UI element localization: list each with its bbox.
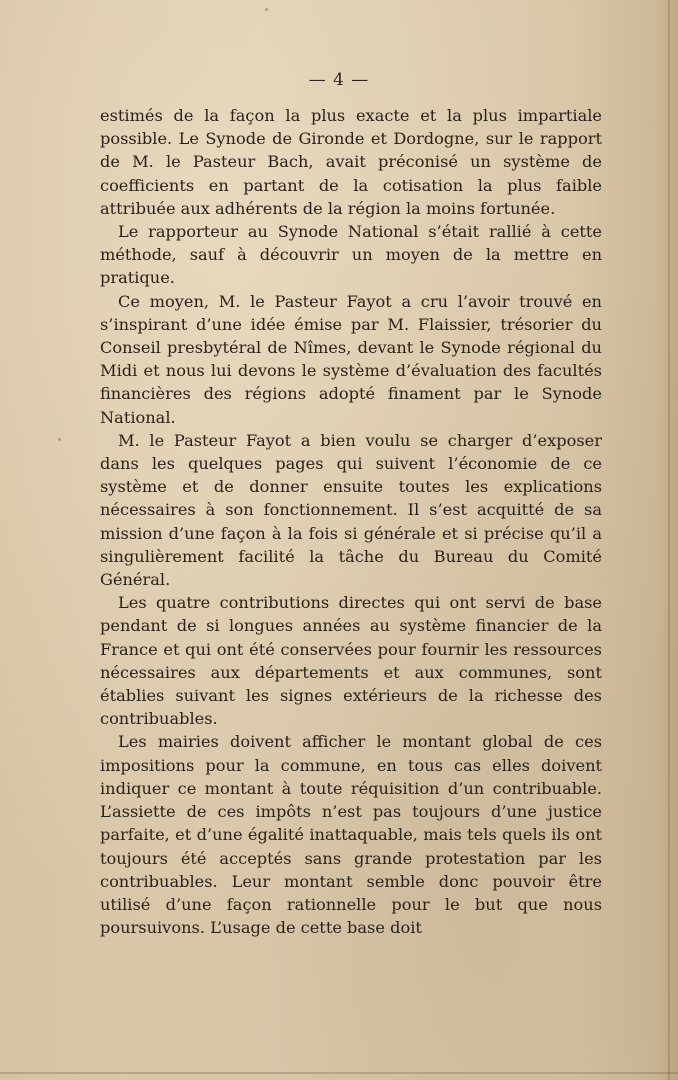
paragraph-2: Le rapporteur au Synode National s’était rallié à cette méthode, sauf à découvrir un moyen de la mettre en pratique.	[100, 222, 602, 288]
paper-speck	[265, 8, 268, 11]
page-edge	[668, 0, 670, 1080]
body-text	[100, 104, 602, 939]
paragraph-1: estimés de la façon la plus exacte et la plus impartiale possible. Le Synode de Gironde et Dordogne, sur le rapport de M. le Pasteur Bach, avait préconisé un système de coefficients en partant de la cotisation la plus faible attribuée aux adhérents de la région la moins fortunée.	[100, 106, 602, 218]
paper-speck	[58, 438, 61, 441]
paragraph-6: Les mairies doivent afficher le montant global de ces impositions pour la commune, en tous cas elles doivent indiquer ce montant à toute réquisition d’un contribuable. L’assiette de ces impôts n’est pas toujours d’une justice parfaite, et d’une égalité inattaquable, mais tels quels ils ont toujours été acceptés sans grande protestation par les contribuables. Leur montant semble donc pouvoir être utilisé d’une façon rationnelle pour le but que nous poursuivons. L’usage de cette base doit	[100, 732, 602, 938]
page-number: — 4 —	[308, 70, 370, 90]
paragraph-4: M. le Pasteur Fayot a bien voulu se charger d’exposer dans les quelques pages qui suivent l’économie de ce système et de donner ensuite toutes les explications nécessaires à son fonctionnement. Il s’est acquitté de sa mission d’une façon à la fois si générale et si précise qu’il a singulièrement facilité la tâche du Bureau du Comité Général.	[100, 430, 602, 590]
paragraph-3: Ce moyen, M. le Pasteur Fayot a cru l’avoir trouvé en s’inspirant d’une idée émise par M. Flaissier, trésorier du Conseil presbytéral de Nîmes, devant le Synode régional du Midi et nous lui devons le système d’évaluation des facultés financières des régions adopté finament par le Synode National.	[100, 291, 602, 427]
page-bottom-edge	[0, 1072, 678, 1074]
paragraph-5: Les quatre contributions directes qui ont servi de base pendant de si longues années au système financier de la France et qui ont été conservées pour fournir les ressources nécessaires aux départements et aux communes, sont établies suivant les signes extérieurs de la richesse des contribuables.	[100, 593, 602, 729]
